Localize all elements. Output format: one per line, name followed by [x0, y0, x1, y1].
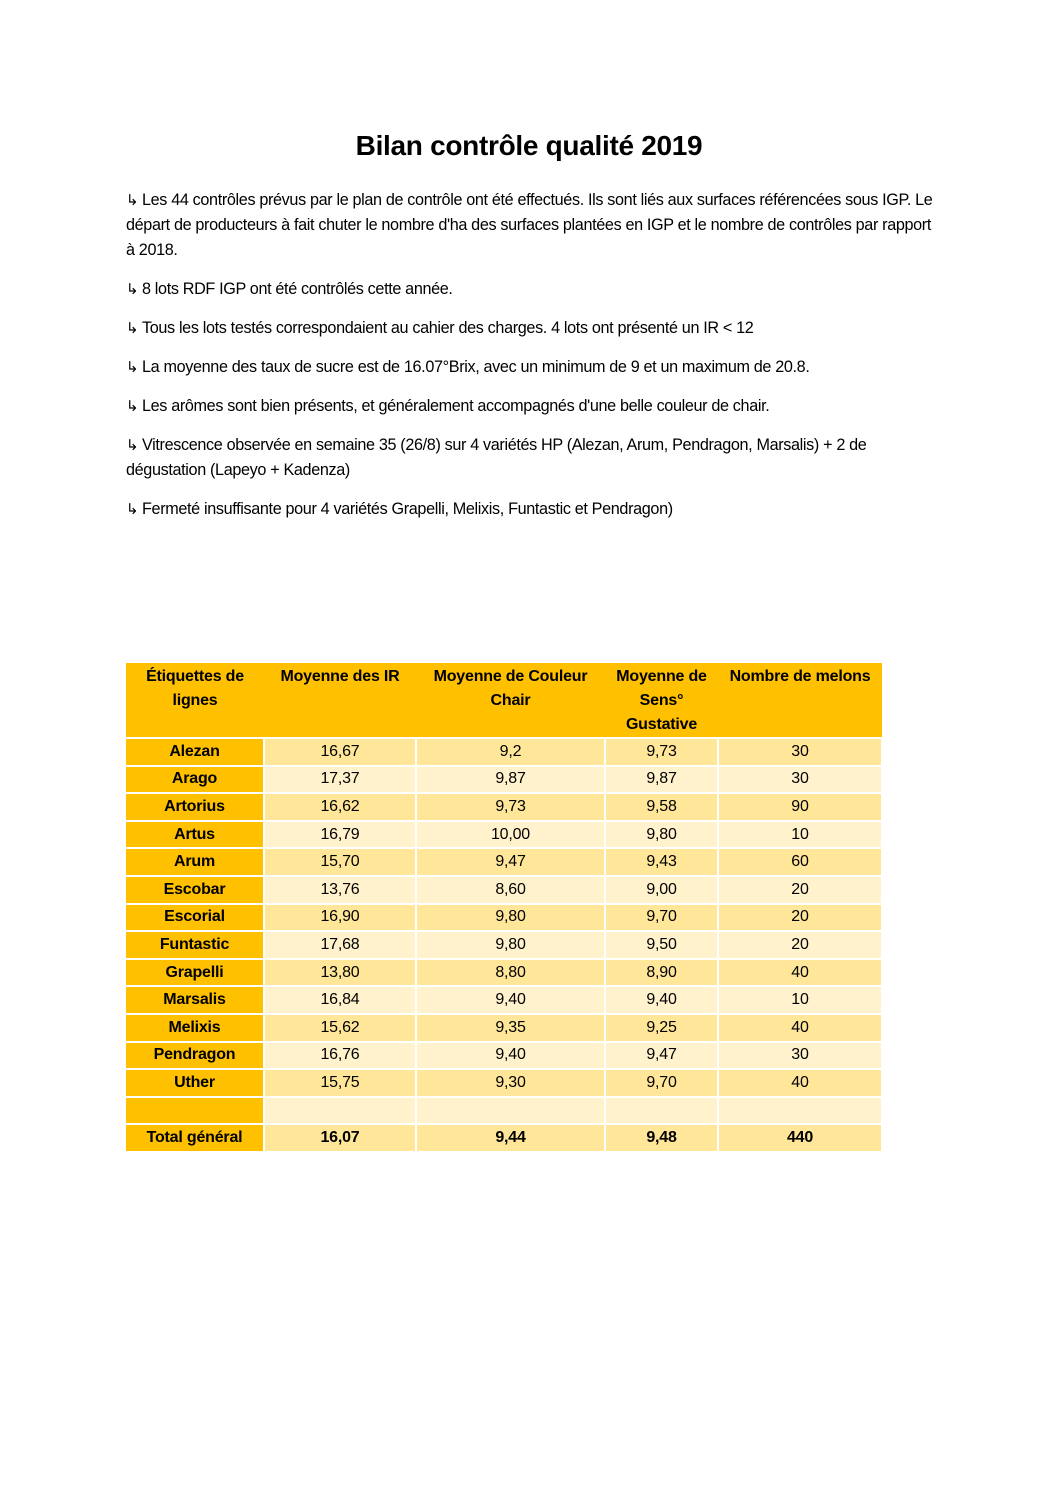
table-row [126, 821, 882, 849]
cell-avg-taste: 9,70 [605, 904, 718, 932]
cell-avg-ir: 13,80 [264, 959, 416, 987]
bullet-text: La moyenne des taux de sucre est de 16.07°Brix, avec un minimum de 9 et un maximum de 20.8. [142, 358, 810, 376]
cell-melon-count [718, 1097, 882, 1125]
cell-avg-taste: 9,00 [605, 876, 718, 904]
header-avg-ir: Moyenne des IR [264, 663, 416, 738]
bullet-item [126, 277, 936, 302]
total-row-label: Total général [126, 1124, 264, 1151]
cell-avg-ir [264, 1097, 416, 1125]
hooked-arrow-icon: ↳ [126, 398, 139, 415]
table-row [126, 904, 882, 932]
bullet-text: Fermeté insuffisante pour 4 variétés Grapelli, Melixis, Funtastic et Pendragon) [142, 500, 673, 518]
bullet-text: Les 44 contrôles prévus par le plan de contrôle ont été effectués. Ils sont liés aux surfaces référencées sous IGP. Le départ de producteurs à fait chuter le nombre d'ha des surfaces plantées en IGP et le nombre de contrôles par rapport à 2018. [126, 191, 933, 259]
hooked-arrow-icon: ↳ [126, 192, 139, 209]
hooked-arrow-icon: ↳ [126, 359, 139, 376]
hooked-arrow-icon: ↳ [126, 437, 139, 454]
cell-avg-ir: 16,67 [264, 738, 416, 766]
cell-avg-flesh-color: 9,80 [416, 904, 605, 932]
quality-table [126, 663, 883, 1151]
cell-avg-taste: 9,43 [605, 848, 718, 876]
cell-row-label: Melixis [126, 1014, 264, 1042]
cell-melon-count: 30 [718, 738, 882, 766]
cell-avg-flesh-color: 9,2 [416, 738, 605, 766]
cell-avg-ir: 15,75 [264, 1069, 416, 1097]
cell-avg-ir: 17,68 [264, 931, 416, 959]
header-row-labels: Étiquettes de lignes [126, 663, 264, 738]
cell-row-label: Escobar [126, 876, 264, 904]
cell-avg-ir: 16,76 [264, 1042, 416, 1070]
cell-row-label: Grapelli [126, 959, 264, 987]
table-row [126, 931, 882, 959]
cell-avg-ir: 13,76 [264, 876, 416, 904]
table-row [126, 876, 882, 904]
cell-avg-flesh-color: 9,87 [416, 766, 605, 794]
cell-avg-ir: 15,70 [264, 848, 416, 876]
cell-row-label: Funtastic [126, 931, 264, 959]
table-row [126, 1014, 882, 1042]
hooked-arrow-icon: ↳ [126, 281, 139, 298]
cell-avg-flesh-color: 9,47 [416, 848, 605, 876]
table-row [126, 986, 882, 1014]
table-total-row [126, 1124, 882, 1151]
cell-avg-flesh-color: 9,80 [416, 931, 605, 959]
bullet-item [126, 497, 936, 522]
table-row [126, 1042, 882, 1070]
cell-avg-ir: 16,84 [264, 986, 416, 1014]
bullet-list [126, 188, 936, 536]
header-avg-flesh-color: Moyenne de Couleur Chair [416, 663, 605, 738]
cell-avg-flesh-color: 9,30 [416, 1069, 605, 1097]
table-row [126, 793, 882, 821]
cell-avg-flesh-color: 10,00 [416, 821, 605, 849]
hooked-arrow-icon: ↳ [126, 501, 139, 518]
cell-melon-count: 30 [718, 1042, 882, 1070]
bullet-item [126, 355, 936, 380]
cell-melon-count: 60 [718, 848, 882, 876]
bullet-item [126, 316, 936, 341]
cell-avg-ir: 15,62 [264, 1014, 416, 1042]
cell-row-label [126, 1097, 264, 1125]
cell-avg-taste: 9,73 [605, 738, 718, 766]
cell-avg-flesh-color: 8,60 [416, 876, 605, 904]
cell-row-label: Artorius [126, 793, 264, 821]
cell-avg-taste: 9,50 [605, 931, 718, 959]
cell-melon-count: 20 [718, 904, 882, 932]
total-avg-flesh-color: 9,44 [416, 1124, 605, 1151]
cell-melon-count: 20 [718, 931, 882, 959]
cell-row-label: Artus [126, 821, 264, 849]
cell-row-label: Uther [126, 1069, 264, 1097]
cell-avg-flesh-color: 9,40 [416, 1042, 605, 1070]
cell-melon-count: 40 [718, 1014, 882, 1042]
cell-avg-flesh-color: 9,73 [416, 793, 605, 821]
table-row [126, 738, 882, 766]
cell-melon-count: 20 [718, 876, 882, 904]
table-header-row [126, 663, 882, 738]
cell-avg-flesh-color: 8,80 [416, 959, 605, 987]
bullet-item [126, 188, 936, 263]
cell-avg-ir: 16,62 [264, 793, 416, 821]
cell-avg-ir: 17,37 [264, 766, 416, 794]
bullet-item [126, 433, 936, 483]
cell-avg-ir: 16,90 [264, 904, 416, 932]
cell-melon-count: 90 [718, 793, 882, 821]
cell-avg-taste: 9,40 [605, 986, 718, 1014]
bullet-text: Tous les lots testés correspondaient au cahier des charges. 4 lots ont présenté un IR < 12 [142, 319, 754, 337]
table-row [126, 959, 882, 987]
total-melon-count: 440 [718, 1124, 882, 1151]
cell-row-label: Escorial [126, 904, 264, 932]
bullet-text: Vitrescence observée en semaine 35 (26/8) sur 4 variétés HP (Alezan, Arum, Pendragon, Marsalis) + 2 de dégustation (Lapeyo + Kadenza) [126, 436, 867, 479]
hooked-arrow-icon: ↳ [126, 320, 139, 337]
cell-row-label: Marsalis [126, 986, 264, 1014]
cell-avg-flesh-color: 9,35 [416, 1014, 605, 1042]
table-row [126, 848, 882, 876]
cell-avg-flesh-color [416, 1097, 605, 1125]
table-row [126, 1069, 882, 1097]
cell-melon-count: 10 [718, 986, 882, 1014]
total-avg-ir: 16,07 [264, 1124, 416, 1151]
cell-melon-count: 40 [718, 1069, 882, 1097]
cell-row-label: Alezan [126, 738, 264, 766]
header-melon-count: Nombre de melons [718, 663, 882, 738]
cell-row-label: Pendragon [126, 1042, 264, 1070]
bullet-item [126, 394, 936, 419]
bullet-text: 8 lots RDF IGP ont été contrôlés cette année. [142, 280, 453, 298]
bullet-text: Les arômes sont bien présents, et généralement accompagnés d'une belle couleur de chair. [142, 397, 770, 415]
cell-avg-flesh-color: 9,40 [416, 986, 605, 1014]
table-row [126, 1097, 882, 1125]
cell-melon-count: 40 [718, 959, 882, 987]
cell-row-label: Arum [126, 848, 264, 876]
cell-avg-taste: 9,80 [605, 821, 718, 849]
total-avg-taste: 9,48 [605, 1124, 718, 1151]
cell-avg-taste: 9,47 [605, 1042, 718, 1070]
cell-avg-taste: 9,70 [605, 1069, 718, 1097]
cell-avg-taste: 9,25 [605, 1014, 718, 1042]
cell-row-label: Arago [126, 766, 264, 794]
page-title: Bilan contrôle qualité 2019 [355, 130, 703, 161]
cell-avg-taste: 8,90 [605, 959, 718, 987]
header-avg-taste: Moyenne de Sens° Gustative [605, 663, 718, 738]
cell-melon-count: 10 [718, 821, 882, 849]
table-row [126, 766, 882, 794]
cell-avg-ir: 16,79 [264, 821, 416, 849]
cell-avg-taste: 9,87 [605, 766, 718, 794]
cell-avg-taste [605, 1097, 718, 1125]
cell-avg-taste: 9,58 [605, 793, 718, 821]
cell-melon-count: 30 [718, 766, 882, 794]
